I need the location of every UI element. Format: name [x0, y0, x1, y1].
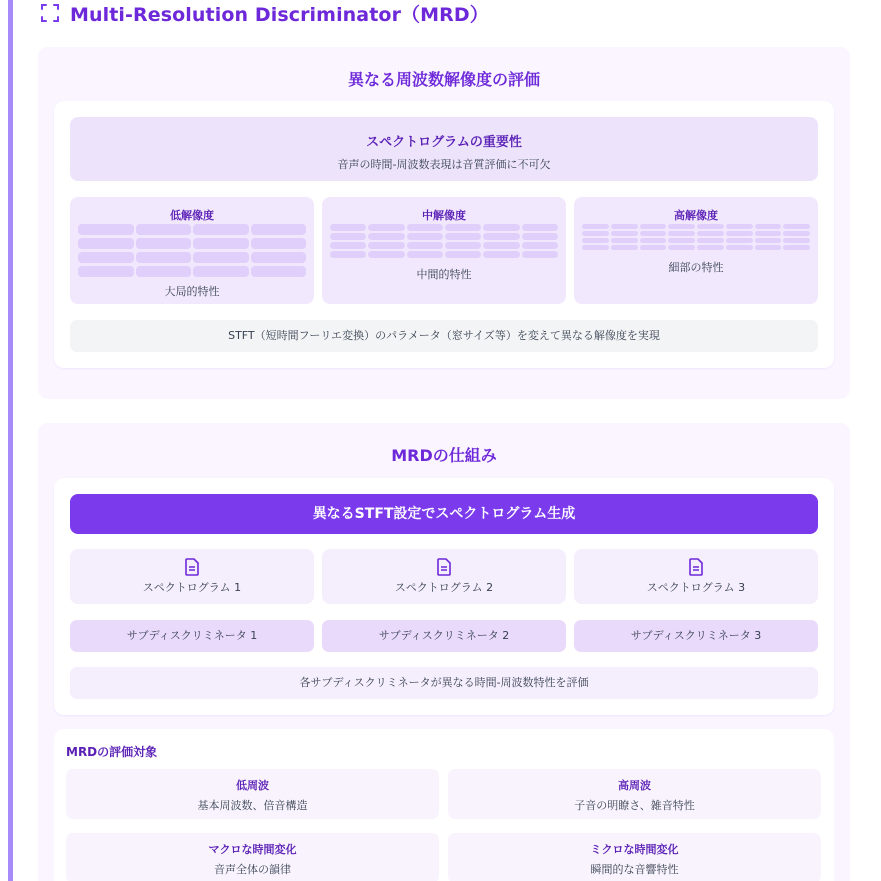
- resolution-title: 低解像度: [170, 209, 214, 222]
- mid-res-grid: [330, 224, 558, 258]
- document-icon: [436, 558, 452, 576]
- page-header: [40, 0, 489, 26]
- target-desc: 瞬間的な音響特性: [590, 863, 679, 876]
- low-resolution-card: [70, 197, 314, 304]
- high-resolution-card: [574, 197, 818, 304]
- spectrogram-card: [70, 549, 314, 604]
- mid-resolution-card: [322, 197, 566, 304]
- resolution-title: 中解像度: [422, 209, 466, 222]
- resolution-panel: [54, 101, 834, 368]
- section-title: MRDの仕組み: [391, 446, 497, 465]
- resolution-caption: 細部の特性: [668, 261, 724, 274]
- target-title: 低周波: [236, 779, 269, 792]
- section-title: 異なる周波数解像度の評価: [347, 70, 540, 89]
- mrd-mechanism-section: [38, 423, 850, 881]
- resolution-caption: 中間的特性: [416, 268, 472, 281]
- document-icon: [688, 558, 704, 576]
- low-res-grid: [78, 224, 306, 277]
- target-macro-time: [66, 833, 439, 881]
- mechanism-panel: [54, 478, 834, 715]
- target-low-frequency: [66, 769, 439, 819]
- expand-brackets-icon: [40, 3, 60, 23]
- generate-spectrogram-button[interactable]: 異なるSTFT設定でスペクトログラム生成: [70, 494, 818, 534]
- spectrogram-card: [574, 549, 818, 604]
- frequency-resolution-section: [38, 47, 850, 399]
- spectrogram-label: スペクトログラム 2: [394, 581, 494, 594]
- target-title: 高周波: [618, 779, 651, 792]
- target-desc: 子音の明瞭さ、雑音特性: [574, 799, 695, 812]
- sub-discriminator-2: サブディスクリミネータ 2: [322, 620, 566, 652]
- page-title: Multi-Resolution Discriminator（MRD）: [70, 3, 489, 26]
- target-high-frequency: [448, 769, 821, 819]
- importance-title: スペクトログラムの重要性: [366, 135, 522, 150]
- spectrogram-label: スペクトログラム 3: [646, 581, 746, 594]
- target-micro-time: [448, 833, 821, 881]
- target-title: ミクロな時間変化: [590, 843, 679, 856]
- sub-discriminator-3: サブディスクリミネータ 3: [574, 620, 818, 652]
- document-icon: [184, 558, 200, 576]
- high-res-grid: [582, 224, 810, 250]
- spectrogram-card: [322, 549, 566, 604]
- target-desc: 基本周波数、倍音構造: [197, 799, 308, 812]
- sub-discriminator-1: サブディスクリミネータ 1: [70, 620, 314, 652]
- target-title: マクロな時間変化: [208, 843, 297, 856]
- evaluation-note: 各サブディスクリミネータが異なる時間-周波数特性を評価: [70, 667, 818, 699]
- targets-title: MRDの評価対象: [66, 745, 158, 759]
- evaluation-targets-panel: [54, 729, 834, 881]
- importance-box: [70, 117, 818, 181]
- resolution-title: 高解像度: [674, 209, 718, 222]
- target-desc: 音声全体の韻律: [214, 863, 291, 876]
- stft-note: STFT（短時間フーリエ変換）のパラメータ（窓サイズ等）を変えて異なる解像度を実現: [70, 320, 818, 352]
- importance-subtitle: 音声の時間-周波数表現は音質評価に不可欠: [337, 158, 551, 171]
- resolution-caption: 大局的特性: [164, 285, 220, 298]
- spectrogram-label: スペクトログラム 1: [142, 581, 242, 594]
